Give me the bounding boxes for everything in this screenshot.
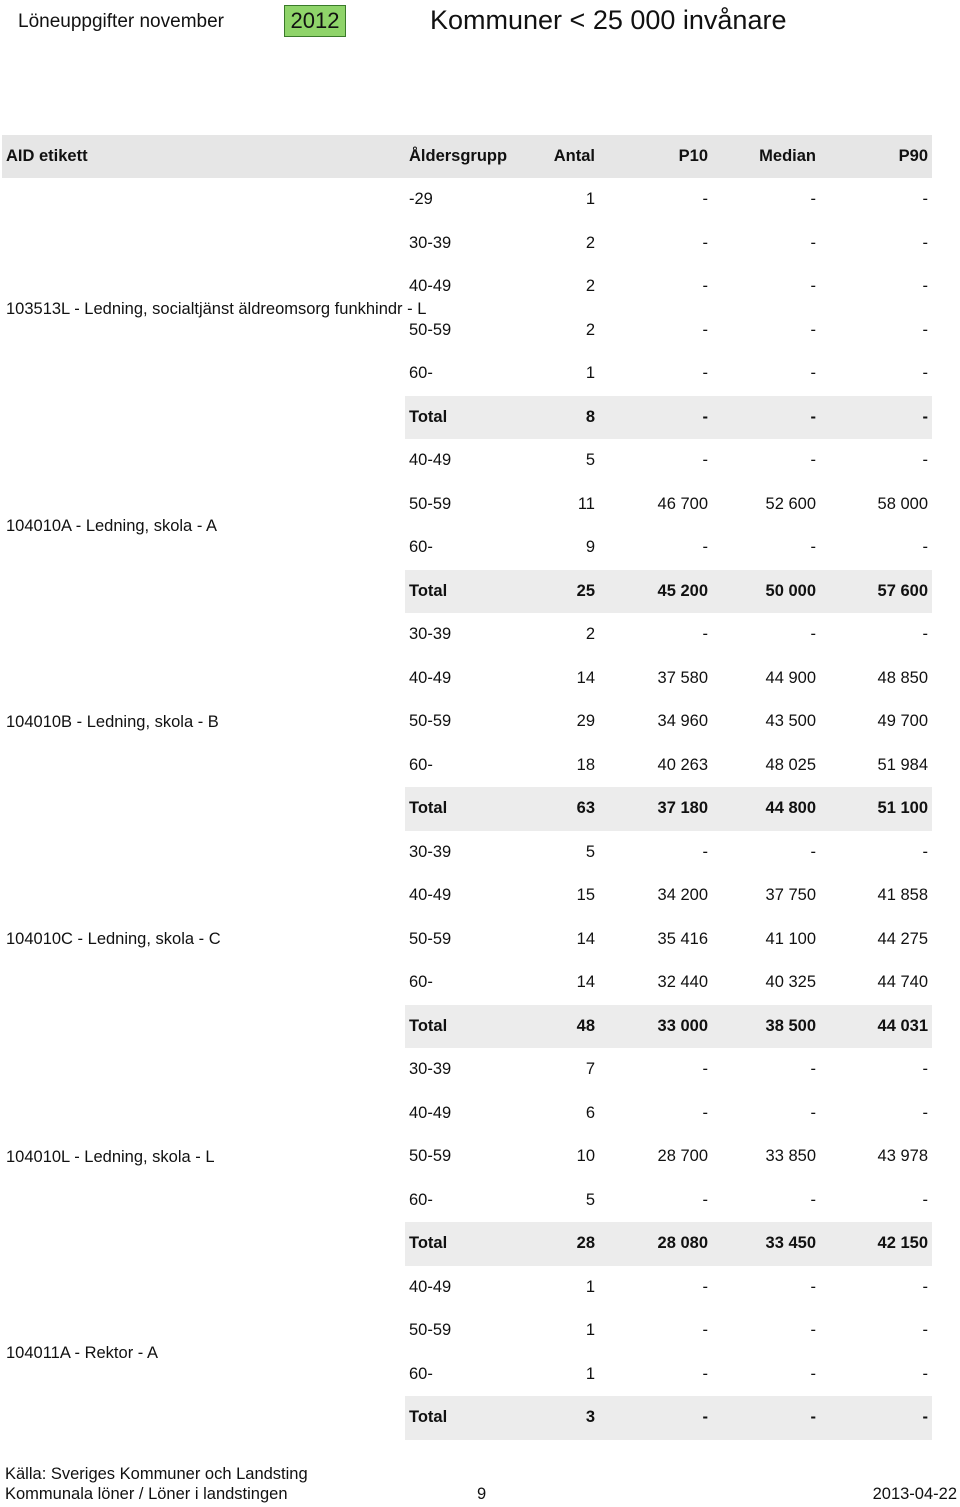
aid-label-cell: 104010B - Ledning, skola - B xyxy=(6,712,219,731)
p90-cell: - xyxy=(922,625,928,644)
age-group-cell: 30-39 xyxy=(409,1060,452,1079)
median-cell: 50 000 xyxy=(712,570,820,614)
page-number: 9 xyxy=(477,1485,487,1503)
median-cell: - xyxy=(810,320,816,339)
median-cell: - xyxy=(810,1321,816,1340)
median-cell: - xyxy=(810,1190,816,1209)
median-cell: 44 900 xyxy=(765,668,816,687)
count-cell: 5 xyxy=(585,451,595,470)
age-group-cell: -29 xyxy=(409,190,433,209)
p10-cell: - xyxy=(702,451,708,470)
count-cell: 1 xyxy=(585,1364,595,1383)
p90-cell: - xyxy=(820,396,932,440)
count-cell: 63 xyxy=(523,787,599,831)
count-cell: 1 xyxy=(585,1277,595,1296)
p10-cell: - xyxy=(702,1364,708,1383)
age-group-cell: 60- xyxy=(409,973,433,992)
count-cell: 1 xyxy=(585,1321,595,1340)
p10-cell: - xyxy=(702,1190,708,1209)
p10-cell: 37 180 xyxy=(599,787,712,831)
aid-label-cell: 104011A - Rektor - A xyxy=(6,1343,158,1362)
count-cell: 8 xyxy=(523,396,599,440)
age-group-cell: Total xyxy=(405,787,523,831)
count-cell: 2 xyxy=(585,277,595,296)
p10-cell: 34 200 xyxy=(657,886,708,905)
aid-label-cell: 104010L - Ledning, skola - L xyxy=(6,1147,215,1166)
count-cell: 3 xyxy=(523,1396,599,1440)
p10-cell: - xyxy=(702,320,708,339)
median-cell: - xyxy=(712,396,820,440)
aid-label-cell: 104010A - Ledning, skola - A xyxy=(6,517,217,535)
p90-cell: - xyxy=(922,364,928,383)
year-badge: 2012 xyxy=(284,5,346,37)
footer-date: 2013-04-22 xyxy=(872,1485,957,1503)
age-group-cell: 50-59 xyxy=(409,1147,452,1166)
p90-cell: - xyxy=(922,233,928,252)
age-group-cell: Total xyxy=(405,396,523,440)
p90-cell: 44 031 xyxy=(820,1005,932,1049)
p10-cell: 37 580 xyxy=(657,668,708,687)
p90-cell: - xyxy=(922,1103,928,1122)
p90-cell: 44 740 xyxy=(877,973,928,992)
column-header-p10: P10 xyxy=(678,147,708,165)
median-cell: - xyxy=(810,842,816,861)
age-group-cell: 50-59 xyxy=(409,1321,452,1340)
count-cell: 29 xyxy=(576,712,595,731)
age-group-cell: 60- xyxy=(409,364,433,383)
p90-cell: 41 858 xyxy=(877,886,928,905)
median-cell: 38 500 xyxy=(712,1005,820,1049)
age-group-cell: Total xyxy=(405,1222,523,1266)
page-footer xyxy=(5,1464,957,1504)
table-row xyxy=(2,178,932,222)
p10-cell: - xyxy=(702,364,708,383)
age-group-cell: 40-49 xyxy=(409,668,452,687)
column-header-age-group: Åldersgrupp xyxy=(409,147,508,165)
age-group-cell: 60- xyxy=(409,755,433,774)
p90-cell: - xyxy=(922,842,928,861)
p10-cell: - xyxy=(702,1060,708,1079)
median-cell: - xyxy=(810,451,816,470)
median-cell: - xyxy=(810,538,816,557)
age-group-cell: 30-39 xyxy=(409,233,452,252)
median-cell: 41 100 xyxy=(765,929,816,948)
p90-cell: - xyxy=(922,1060,928,1079)
p10-cell: - xyxy=(702,1321,708,1340)
count-cell: 14 xyxy=(576,929,595,948)
p10-cell: - xyxy=(702,625,708,644)
table-row xyxy=(2,1048,932,1092)
count-cell: 2 xyxy=(585,320,595,339)
aid-label-cell: 104010C - Ledning, skola - C xyxy=(6,930,221,949)
p10-cell: - xyxy=(702,842,708,861)
median-cell: 33 450 xyxy=(712,1222,820,1266)
footer-source: Källa: Sveriges Kommuner och Landsting xyxy=(5,1465,308,1483)
table-row xyxy=(2,613,932,657)
median-cell: - xyxy=(810,1277,816,1296)
count-cell: 14 xyxy=(576,973,595,992)
p10-cell: - xyxy=(702,190,708,209)
count-cell: 7 xyxy=(585,1060,595,1079)
p90-cell: 43 978 xyxy=(877,1147,928,1166)
median-cell: 40 325 xyxy=(765,973,816,992)
p10-cell: - xyxy=(702,233,708,252)
p10-cell: 33 000 xyxy=(599,1005,712,1049)
report-title: Löneuppgifter november xyxy=(18,11,224,32)
age-group-cell: 50-59 xyxy=(409,712,452,731)
median-cell: 48 025 xyxy=(765,755,816,774)
p10-cell: - xyxy=(702,277,708,296)
p90-cell: 58 000 xyxy=(877,494,928,513)
median-cell: 37 750 xyxy=(765,886,816,905)
table-row xyxy=(2,831,932,875)
p90-cell: - xyxy=(922,451,928,470)
p90-cell: - xyxy=(922,320,928,339)
age-group-cell: 60- xyxy=(409,1190,433,1209)
p10-cell: 40 263 xyxy=(657,755,708,774)
p10-cell: 32 440 xyxy=(657,973,708,992)
age-group-cell: 30-39 xyxy=(409,625,452,644)
median-cell: - xyxy=(810,364,816,383)
median-cell: - xyxy=(810,233,816,252)
age-group-cell: 50-59 xyxy=(409,929,452,948)
count-cell: 18 xyxy=(576,755,595,774)
age-group-cell: 40-49 xyxy=(409,1103,452,1122)
table-row xyxy=(2,439,932,483)
count-cell: 2 xyxy=(585,233,595,252)
p10-cell: 35 416 xyxy=(657,929,708,948)
p90-cell: 49 700 xyxy=(877,712,928,731)
table-header-row xyxy=(2,135,932,178)
page-title: Kommuner < 25 000 invånare xyxy=(430,5,787,35)
p10-cell: 45 200 xyxy=(599,570,712,614)
p10-cell: 28 080 xyxy=(599,1222,712,1266)
median-cell: - xyxy=(810,1364,816,1383)
p10-cell: - xyxy=(599,1396,712,1440)
salary-table xyxy=(2,135,932,1440)
p90-cell: 51 100 xyxy=(820,787,932,831)
footer-publication: Kommunala löner / Löner i landstingen xyxy=(5,1485,288,1503)
count-cell: 5 xyxy=(585,842,595,861)
p10-cell: 34 960 xyxy=(657,712,708,731)
median-cell: - xyxy=(810,1103,816,1122)
count-cell: 48 xyxy=(523,1005,599,1049)
p90-cell: - xyxy=(922,190,928,209)
p10-cell: - xyxy=(599,396,712,440)
p10-cell: 28 700 xyxy=(657,1147,708,1166)
age-group-cell: Total xyxy=(405,1396,523,1440)
p90-cell: 51 984 xyxy=(877,755,928,774)
count-cell: 10 xyxy=(576,1147,595,1166)
page-header xyxy=(0,0,960,42)
count-cell: 25 xyxy=(523,570,599,614)
p90-cell: 42 150 xyxy=(820,1222,932,1266)
count-cell: 1 xyxy=(585,364,595,383)
age-group-cell: 40-49 xyxy=(409,1277,452,1296)
p90-cell: 57 600 xyxy=(820,570,932,614)
median-cell: 44 800 xyxy=(712,787,820,831)
aid-label-cell: 103513L - Ledning, socialtjänst äldreomsorg funkhindr - L xyxy=(6,299,427,318)
count-cell: 14 xyxy=(576,668,595,687)
table-row xyxy=(2,1266,932,1310)
count-cell: 28 xyxy=(523,1222,599,1266)
p90-cell: 48 850 xyxy=(877,668,928,687)
median-cell: 33 850 xyxy=(765,1147,816,1166)
age-group-cell: 40-49 xyxy=(409,451,452,470)
p90-cell: - xyxy=(820,1396,932,1440)
age-group-cell: Total xyxy=(405,1005,523,1049)
column-header-median: Median xyxy=(759,147,816,165)
count-cell: 5 xyxy=(585,1190,595,1209)
p10-cell: - xyxy=(702,1277,708,1296)
count-cell: 6 xyxy=(585,1103,595,1122)
median-cell: 43 500 xyxy=(765,712,816,731)
age-group-cell: 40-49 xyxy=(409,277,452,296)
p90-cell: - xyxy=(922,1364,928,1383)
p10-cell: - xyxy=(702,1103,708,1122)
age-group-cell: 50-59 xyxy=(409,320,452,339)
age-group-cell: 60- xyxy=(409,1364,433,1383)
count-cell: 9 xyxy=(585,538,595,557)
median-cell: - xyxy=(810,277,816,296)
median-cell: - xyxy=(810,190,816,209)
column-header-count: Antal xyxy=(553,147,595,165)
age-group-cell: 30-39 xyxy=(409,842,452,861)
p90-cell: - xyxy=(922,277,928,296)
table-body xyxy=(2,178,932,1440)
median-cell: - xyxy=(810,1060,816,1079)
age-group-cell: 50-59 xyxy=(409,494,452,513)
count-cell: 11 xyxy=(577,494,595,513)
count-cell: 2 xyxy=(585,625,595,644)
median-cell: - xyxy=(810,625,816,644)
column-header-p90: P90 xyxy=(898,147,928,165)
age-group-cell: Total xyxy=(405,570,523,614)
median-cell: - xyxy=(712,1396,820,1440)
p10-cell: 46 700 xyxy=(657,494,708,513)
p90-cell: - xyxy=(922,1321,928,1340)
column-header-aid: AID etikett xyxy=(6,147,88,165)
age-group-cell: 60- xyxy=(409,538,433,557)
count-cell: 15 xyxy=(576,886,595,905)
count-cell: 1 xyxy=(585,190,595,209)
p10-cell: - xyxy=(702,538,708,557)
p90-cell: - xyxy=(922,1190,928,1209)
p90-cell: - xyxy=(922,1277,928,1296)
p90-cell: 44 275 xyxy=(877,929,928,948)
median-cell: 52 600 xyxy=(765,494,816,513)
age-group-cell: 40-49 xyxy=(409,886,452,905)
p90-cell: - xyxy=(922,538,928,557)
